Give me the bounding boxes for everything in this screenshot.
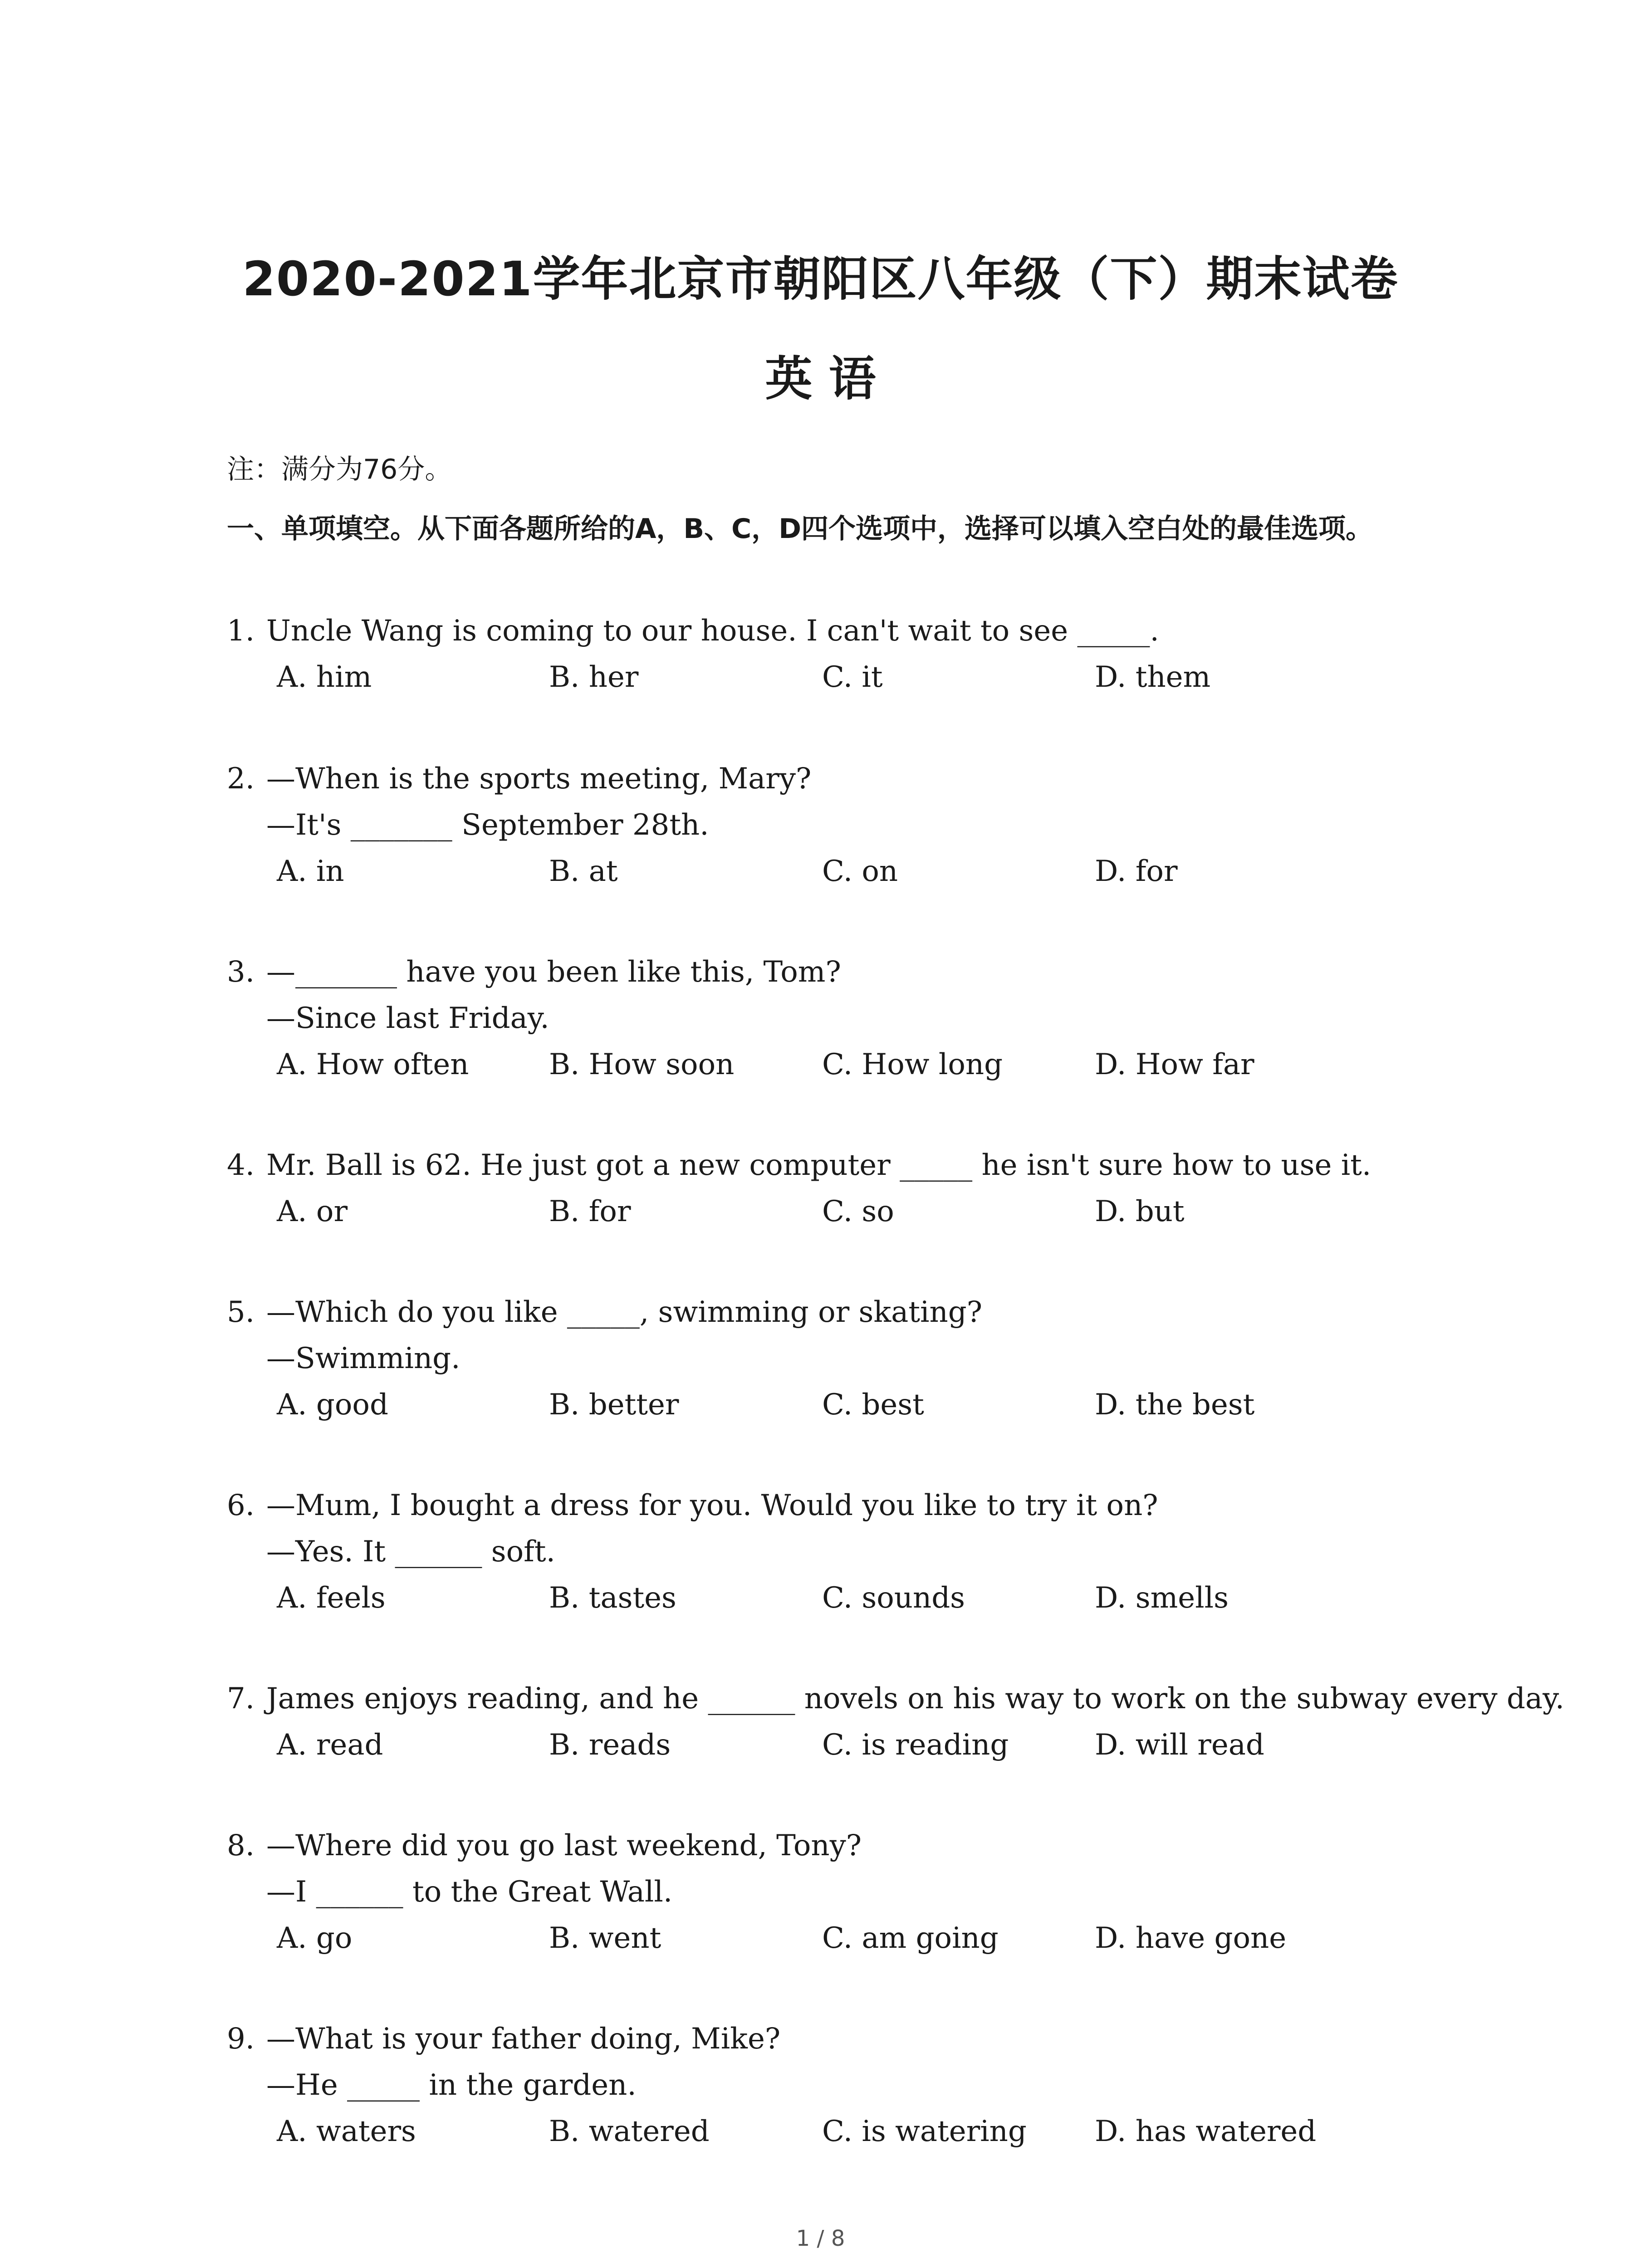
question-3 — [227, 949, 1425, 1088]
question-number: 5. — [227, 1295, 255, 1329]
option-b: B. her — [549, 660, 639, 694]
question-text: —Which do you like _____, swimming or skating? — [266, 1295, 982, 1329]
question-8 — [227, 1823, 1425, 1961]
question-text: Uncle Wang is coming to our house. I can't wait to see _____. — [266, 614, 1159, 648]
question-line — [227, 2016, 1425, 2062]
question-2 — [227, 756, 1425, 894]
option-a: A. in — [277, 855, 344, 888]
option-a: A. or — [277, 1195, 348, 1228]
question-line — [227, 608, 1425, 654]
question-number: 7. — [227, 1682, 255, 1716]
option-a: A. read — [277, 1728, 383, 1762]
option-row — [227, 1575, 1425, 1621]
question-text: Mr. Ball is 62. He just got a new computer _____ he isn't sure how to use it. — [266, 1149, 1372, 1182]
question-line — [227, 1823, 1425, 1869]
question-line — [227, 949, 1425, 995]
question-line — [227, 1289, 1425, 1335]
option-a: A. waters — [277, 2115, 416, 2148]
option-c: C. best — [822, 1388, 924, 1422]
option-row — [227, 848, 1425, 894]
question-text: James enjoys reading, and he ______ novels on his way to work on the subway every day. — [266, 1682, 1565, 1716]
page-indicator: 1 / 8 — [796, 2226, 845, 2251]
exam-title: 2020-2021学年北京市朝阳区八年级（下）期末试卷 — [242, 251, 1399, 307]
question-number: 8. — [227, 1829, 255, 1862]
question-9 — [227, 2016, 1425, 2155]
option-c: C. sounds — [822, 1581, 965, 1615]
option-c: C. How long — [822, 1048, 1003, 1081]
exam-subject: 英 语 — [765, 351, 876, 406]
answer-text: —Since last Friday. — [266, 1002, 549, 1035]
option-b: B. for — [549, 1195, 631, 1228]
question-text: —When is the sports meeting, Mary? — [266, 762, 812, 796]
option-d: D. for — [1095, 855, 1178, 888]
question-number: 6. — [227, 1489, 255, 1522]
answer-text: —Swimming. — [266, 1342, 460, 1375]
question-line — [227, 995, 1425, 1041]
option-d: D. have gone — [1095, 1921, 1287, 1955]
option-d: D. has watered — [1095, 2115, 1317, 2148]
option-d: D. will read — [1095, 1728, 1264, 1762]
question-text: —Where did you go last weekend, Tony? — [266, 1829, 862, 1862]
option-d: D. smells — [1095, 1581, 1229, 1615]
option-b: B. How soon — [549, 1048, 735, 1081]
option-row — [227, 2108, 1425, 2155]
question-text: —What is your father doing, Mike? — [266, 2022, 781, 2056]
question-line — [227, 2062, 1425, 2108]
option-b: B. reads — [549, 1728, 671, 1762]
option-a: A. feels — [277, 1581, 386, 1615]
option-c: C. so — [822, 1195, 894, 1228]
question-4 — [227, 1142, 1425, 1235]
option-a: A. How often — [277, 1048, 469, 1081]
option-row — [227, 1722, 1425, 1768]
answer-text: —He _____ in the garden. — [266, 2068, 637, 2102]
option-row — [227, 1915, 1425, 1961]
question-line — [227, 1529, 1425, 1575]
question-line — [227, 802, 1425, 848]
question-line — [227, 1142, 1425, 1188]
answer-text: —Yes. It ______ soft. — [266, 1535, 555, 1569]
question-6 — [227, 1482, 1425, 1621]
option-d: D. How far — [1095, 1048, 1254, 1081]
option-c: C. is reading — [822, 1728, 1009, 1762]
answer-text: —It's _______ September 28th. — [266, 808, 709, 842]
option-d: D. but — [1095, 1195, 1185, 1228]
question-number: 9. — [227, 2022, 255, 2056]
question-5 — [227, 1289, 1425, 1428]
option-row — [227, 1188, 1425, 1235]
question-text: —_______ have you been like this, Tom? — [266, 955, 841, 989]
option-c: C. am going — [822, 1921, 999, 1955]
option-a: A. go — [277, 1921, 353, 1955]
option-b: B. watered — [549, 2115, 710, 2148]
option-row — [227, 1382, 1425, 1428]
question-1 — [227, 608, 1425, 700]
question-line — [227, 1869, 1425, 1915]
question-line — [227, 756, 1425, 802]
option-d: D. the best — [1095, 1388, 1255, 1422]
option-a: A. him — [277, 660, 372, 694]
question-line — [227, 1482, 1425, 1529]
option-a: A. good — [277, 1388, 388, 1422]
option-c: C. on — [822, 855, 898, 888]
question-7 — [227, 1676, 1565, 1768]
option-b: B. better — [549, 1388, 679, 1422]
question-line — [227, 1676, 1565, 1722]
option-b: B. at — [549, 855, 618, 888]
question-text: —Mum, I bought a dress for you. Would you like to try it on? — [266, 1489, 1158, 1522]
section-heading: 一、单项填空。从下面各题所给的A，B、C，D四个选项中，选择可以填入空白处的最佳选项。 — [227, 513, 1373, 545]
option-b: B. went — [549, 1921, 661, 1955]
question-number: 2. — [227, 762, 255, 796]
question-number: 3. — [227, 955, 255, 989]
question-line — [227, 1335, 1425, 1382]
option-c: C. is watering — [822, 2115, 1027, 2148]
option-b: B. tastes — [549, 1581, 676, 1615]
option-row — [227, 654, 1425, 700]
question-number: 1. — [227, 614, 255, 648]
option-d: D. them — [1095, 660, 1211, 694]
option-row — [227, 1041, 1425, 1088]
answer-text: —I ______ to the Great Wall. — [266, 1875, 673, 1909]
question-number: 4. — [227, 1149, 255, 1182]
score-note: 注：满分为76分。 — [227, 454, 452, 485]
option-c: C. it — [822, 660, 883, 694]
